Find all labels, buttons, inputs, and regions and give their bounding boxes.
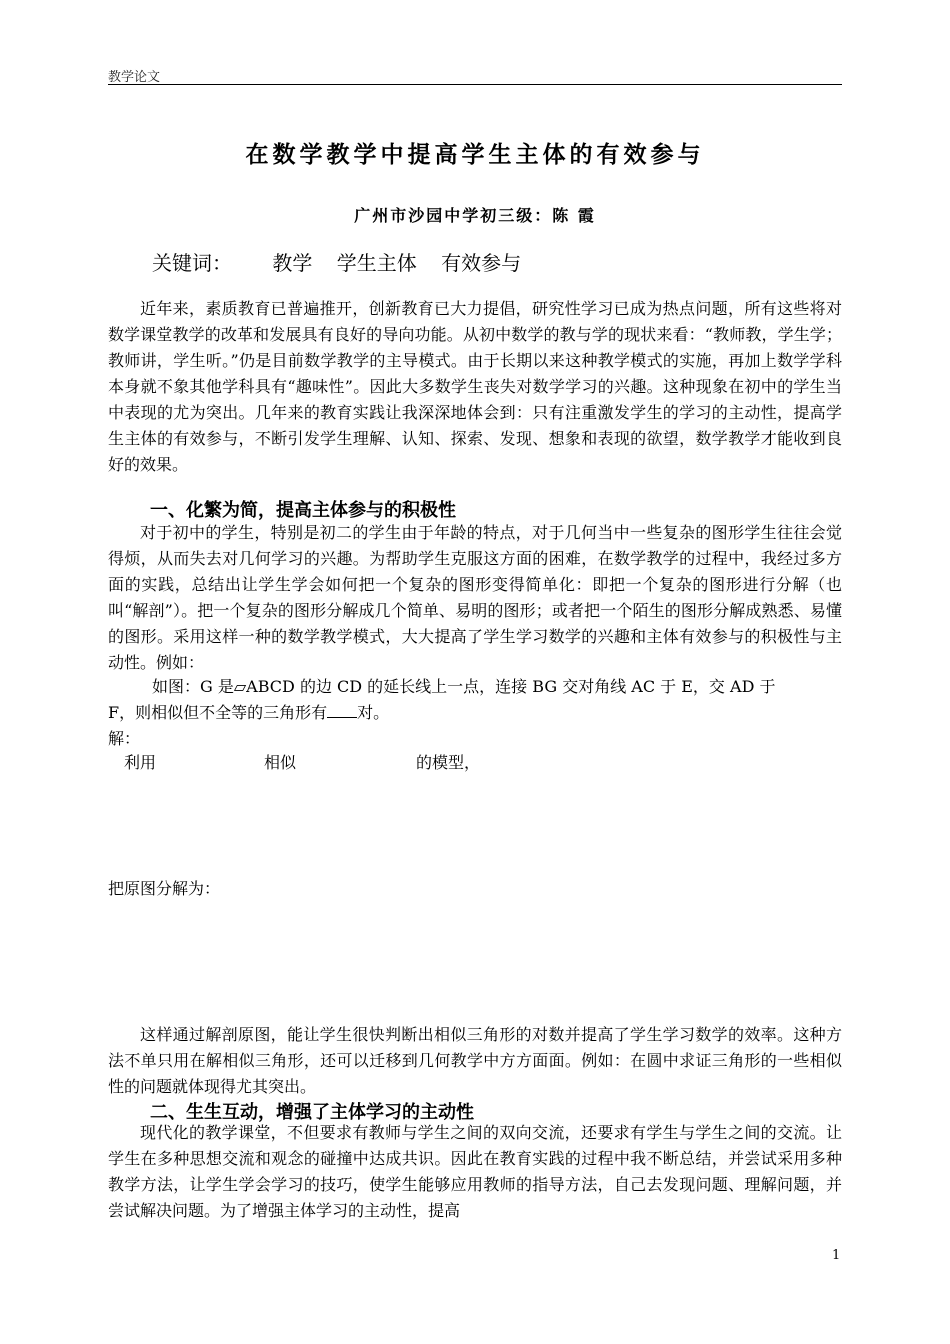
header-rule bbox=[108, 84, 842, 85]
solution-label: 解： bbox=[108, 729, 141, 748]
keyword-item: 教学 bbox=[272, 251, 313, 275]
keyword-item: 有效参与 bbox=[441, 251, 522, 275]
header-label: 教学论文 bbox=[108, 70, 161, 85]
example-line-2-suffix: 对。 bbox=[357, 703, 390, 722]
decompose-label: 把原图分解为： bbox=[108, 879, 221, 898]
example-line-2-text: F，则相似但不全等的三角形有 bbox=[108, 703, 328, 722]
section1-paragraph: 对于初中的学生，特别是初二的学生由于年龄的特点，对于几何当中一些复杂的图形学生往往会觉得烦，从而失去对几何学习的兴趣。为帮助学生克服这方面的困难，在数学教学的过程中，我经过多方面的实践，总结出让学生学会如何把一个复杂的图形变得简单化：即把一个复杂的图形进行分解（也叫“解剖”）。把一个复杂的图形分解成几个简单、易明的图形；或者把一个陌生的图形分解成熟悉、易懂的图形。采用这样一种的数学教学模式，大大提高了学生学习数学的兴趣和主体有效参与的积极性与主动性。例如： bbox=[108, 523, 842, 672]
keywords-line bbox=[152, 247, 539, 276]
intro-paragraph: 近年来，素质教育已普遍推开，创新教育已大力提倡，研究性学习已成为热点问题，所有这些将对数学课堂教学的改革和发展具有良好的导向功能。从初中数学的教与学的现状来看：“教师教，学生学；教师讲，学生听。”仍是目前数学教学的主导模式。由于长期以来这种教学模式的实施，再加上数学学科本身就不象其他学科具有“趣味性”。因此大多数学生丧失对数学学习的兴趣。这种现象在初中的学生当中表现的尤为突出。几年来的教育实践让我深深地体会到：只有注重激发学生的学习的主动性，提高学生主体的有效参与，不断引发学生理解、认知、探索、发现、想象和表现的欲望，数学教学才能收到良好的效果。 bbox=[108, 299, 842, 474]
document-title: 在数学教学中提高学生主体的有效参与 bbox=[245, 142, 705, 168]
section2-heading: 二、生生互动，增强了主体学习的主动性 bbox=[150, 1102, 474, 1123]
keyword-item: 学生主体 bbox=[336, 251, 417, 275]
example-line-1: 如图：G 是▱ABCD 的边 CD 的延长线上一点，连接 BG 交对角线 AC 于 E，交 AD 于 bbox=[152, 677, 776, 696]
page-number: 1 bbox=[832, 1248, 841, 1263]
section1-heading: 一、化繁为简，提高主体参与的积极性 bbox=[150, 500, 456, 521]
example-line-2 bbox=[108, 700, 389, 723]
model-word-use: 利用 bbox=[124, 753, 157, 772]
author-line: 广州市沙园中学初三级：陈 霞 bbox=[354, 206, 596, 225]
section2-paragraph: 现代化的教学课堂，不但要求有教师与学生之间的双向交流，还要求有学生与学生之间的交流。让学生在多种思想交流和观念的碰撞中达成共识。因此在教育实践的过程中我不断总结，并尝试采用多种教学方法，让学生学会学习的技巧，使学生能够应用教师的指导方法，自己去发现问题、理解问题，并尝试解决问题。为了增强主体学习的主动性，提高 bbox=[108, 1123, 842, 1220]
answer-blank bbox=[327, 703, 357, 718]
model-word-model: 的模型， bbox=[416, 753, 481, 772]
keywords-label: 关键词： bbox=[152, 251, 232, 275]
model-word-similar: 相似 bbox=[264, 753, 297, 772]
section1-conclusion: 这样通过解剖原图，能让学生很快判断出相似三角形的对数并提高了学生学习数学的效率。这种方法不单只用在解相似三角形，还可以迁移到几何教学中方方面面。例如：在圆中求证三角形的一些相似性的问题就体现得尤其突出。 bbox=[108, 1025, 842, 1096]
